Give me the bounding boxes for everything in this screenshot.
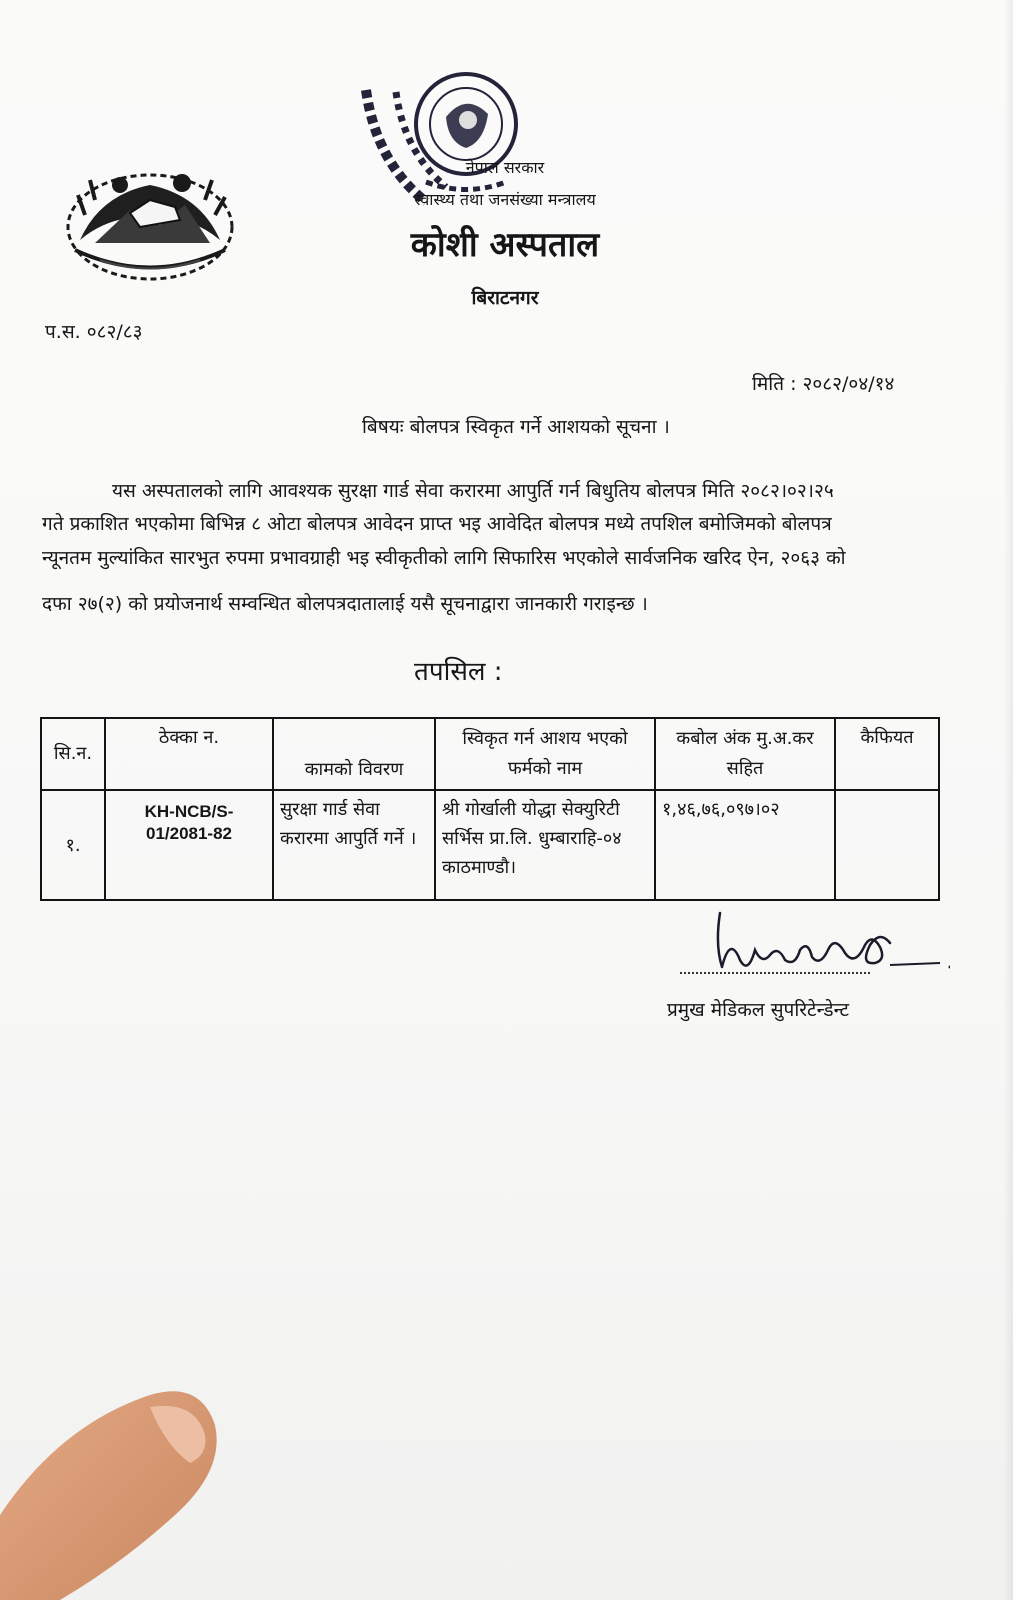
- column-header-firm: स्विकृत गर्न आशय भएको फर्मको नाम: [435, 718, 655, 790]
- cell-description: सुरक्षा गार्ड सेवा करारमा आपुर्ति गर्ने ।: [273, 790, 435, 900]
- body-line: न्यूनतम मुल्यांकित सारभुत रुपमा प्रभावग्राही भइ स्वीकृतीको लागि सिफारिस भएकोले सार्वजनिक खरिद ऐन, २०६३ को: [42, 547, 846, 569]
- body-line: गते प्रकाशित भएकोमा बिभिन्न ८ ओटा बोलपत्र आवेदन प्राप्त भइ आवेदित बोलपत्र मध्ये तपशिल बमोजिमको बोलपत्र: [42, 513, 832, 535]
- column-header-description: कामको विवरण: [273, 718, 435, 790]
- cell-sn: १.: [41, 790, 105, 900]
- ministry-name: स्वास्थ्य तथा जनसंख्या मन्त्रालय: [414, 190, 596, 209]
- table-header-row: [41, 718, 939, 790]
- government-name: नेपाल सरकार: [465, 158, 545, 177]
- cell-remarks: [835, 790, 939, 900]
- column-header-contract-no: ठेक्का न.: [105, 718, 273, 790]
- cell-firm: श्री गोर्खाली योद्धा सेक्युरिटी सर्भिस प्रा.लि. धुम्बाराहि-०४ काठमाण्डौ।: [435, 790, 655, 900]
- signatory-title: प्रमुख मेडिकल सुपरिटेन्डेन्ट: [667, 999, 850, 1021]
- cell-contract-no: KH-NCB/S-01/2081-82: [105, 790, 273, 900]
- nepal-emblem-icon: [60, 155, 240, 290]
- award-table: [40, 717, 940, 901]
- reference-number: प.स. ०८२/८३: [45, 321, 143, 343]
- thumb-photo: [0, 1385, 220, 1600]
- column-header-remarks: कैफियत: [835, 718, 939, 790]
- body-line: दफा २७(२) को प्रयोजनार्थ सम्वन्धित बोलपत्रदातालाई यसै सूचनाद्वारा जानकारी गराइन्छ ।: [42, 593, 648, 615]
- details-heading: तपसिल :: [414, 657, 503, 687]
- body-line: यस अस्पतालको लागि आवश्यक सुरक्षा गार्ड सेवा करारमा आपुर्ति गर्न बिधुतिय बोलपत्र मिति २०८२।०२।२५: [112, 480, 834, 502]
- hospital-city: बिराटनगर: [471, 287, 539, 309]
- letter-subject: बिषयः बोलपत्र स्विकृत गर्ने आशयको सूचना ।: [362, 416, 670, 438]
- hospital-name: कोशी अस्पताल: [410, 225, 600, 265]
- column-header-amount: कबोल अंक मु.अ.कर सहित: [655, 718, 835, 790]
- letter-date: मिति : २०८२/०४/१४: [752, 373, 895, 395]
- page-edge-shadow: [1003, 0, 1013, 1600]
- signature-line: [680, 972, 870, 974]
- cell-amount: १,४६,७६,०९७।०२: [655, 790, 835, 900]
- table-row: [41, 790, 939, 900]
- column-header-sn: सि.न.: [41, 718, 105, 790]
